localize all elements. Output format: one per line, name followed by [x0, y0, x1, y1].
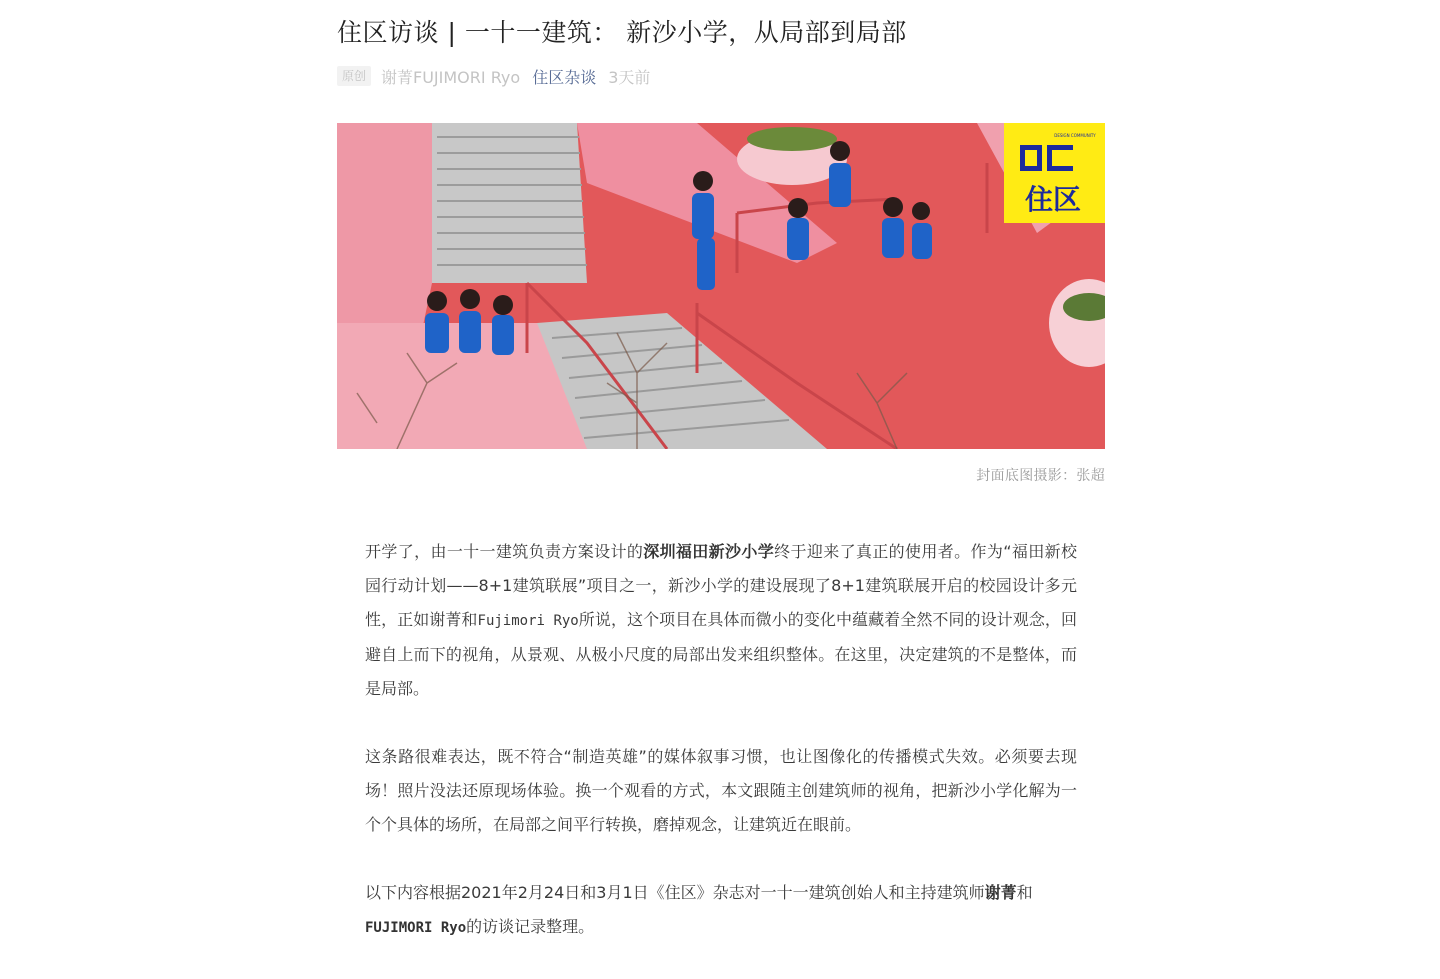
author-name: 谢菁FUJIMORI Ryo — [381, 67, 521, 87]
publish-time: 3天前 — [608, 67, 651, 87]
article-meta — [337, 64, 1105, 88]
cover-caption: 封面底图摄影：张超 — [976, 468, 1105, 484]
p1-name: Fujimori Ryo — [477, 613, 579, 629]
paragraph-2 — [365, 740, 1077, 842]
p1-text-2: 终于迎来了真正的使用者。作为“福田新校园行动计划——8+1建筑联展”项目之一，新沙小学的建设展现了8+1建筑联展开启的校园设计多元性，正如谢菁和 — [365, 542, 1077, 629]
p3-text-1: 以下内容根据2021年2月24日和3月1日《住区》杂志对一十一建筑创始人和主持建筑师 — [365, 883, 985, 902]
p3-bold-name-2: FUJIMORI Ryo — [365, 920, 467, 936]
article-body — [337, 535, 1105, 945]
cover-image — [337, 123, 1105, 449]
p3-text-2: 和 — [1016, 883, 1033, 902]
account-link[interactable]: 住区杂谈 — [532, 67, 597, 87]
p1-text-3: 所说，这个项目在具体而微小的变化中蕴藏着全然不同的设计观念，回避自上而下的视角，从景观、从极小尺度的局部出发来组织整体。在这里，决定建筑的不是整体，而是局部。 — [365, 610, 1077, 698]
p3-bold-name-1: 谢菁 — [984, 883, 1017, 902]
original-badge: 原创 — [337, 66, 371, 86]
paragraph-1 — [365, 535, 1077, 706]
logo-text: 住区 — [1024, 183, 1082, 216]
cover-photo — [337, 123, 1105, 449]
logo-small-text: DESIGN COMMUNITY — [1054, 133, 1096, 138]
p3-text-3: 的访谈记录整理。 — [466, 917, 595, 936]
paragraph-3 — [365, 876, 1077, 945]
p2-text: 这条路很难表达，既不符合“制造英雄”的媒体叙事习惯，也让图像化的传播模式失效。必须要去现场！照片没法还原现场体验。换一个观看的方式，本文跟随主创建筑师的视角，把新沙小学化解为一个个具体的场所，在局部之间平行转换，磨掉观念，让建筑近在眼前。 — [365, 747, 1077, 834]
article — [337, 0, 1105, 979]
article-title: 住区访谈 | 一十一建筑： 新沙小学，从局部到局部 — [337, 18, 907, 47]
p1-bold-school: 深圳福田新沙小学 — [643, 542, 775, 561]
p1-text-1: 开学了，由一十一建筑负责方案设计的 — [365, 542, 644, 561]
